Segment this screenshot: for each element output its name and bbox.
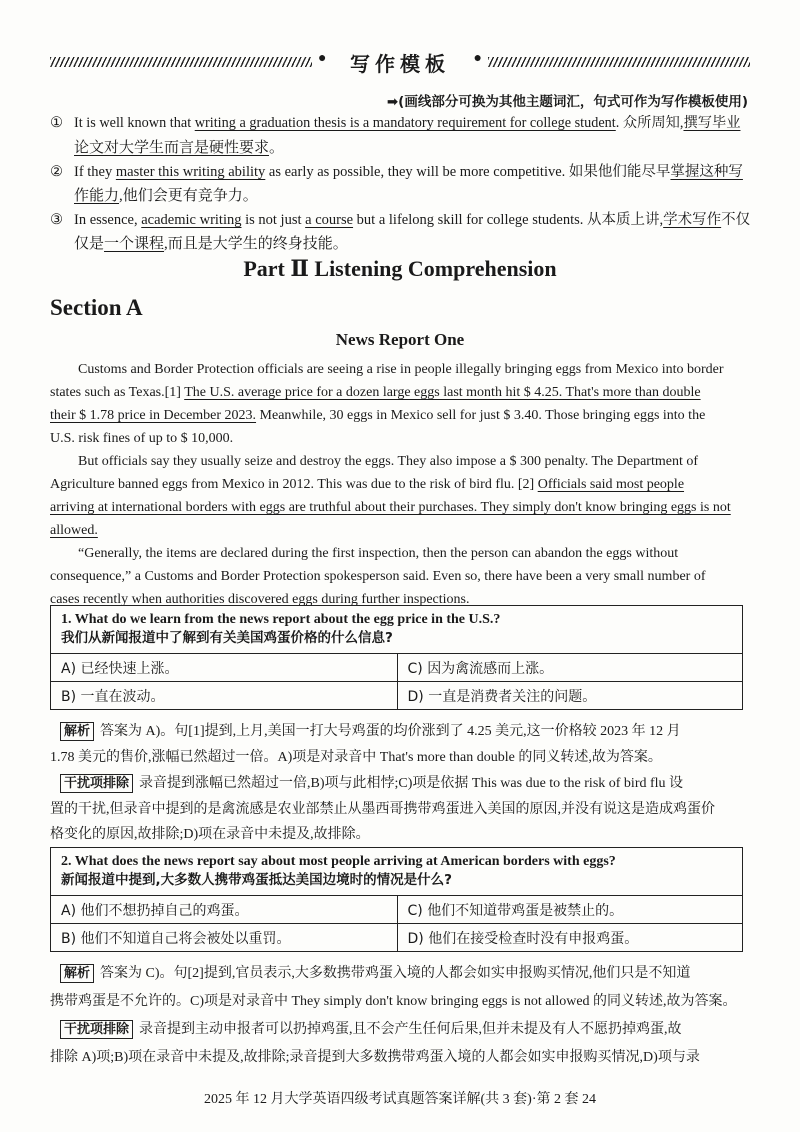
option-b: B) 一直在波动。 [61, 689, 165, 705]
news-title: News Report One [335, 330, 465, 349]
distractor-tag: 干扰项排除 [60, 774, 133, 793]
template-3-line-2: 仅是一个课程,而且是大学生的终身技能。 [74, 236, 348, 252]
q1-analysis-line: 1.78 美元的售价,涨幅已然超过一倍。A)项是对录音中 That's more than double 的同义转述,故为答案。 [50, 750, 662, 765]
template-note: ➡(画线部分可换为其他主题词汇，句式可作为写作模板使用) [386, 94, 748, 110]
passage-line: U.S. risk fines of up to $ 10,000. [50, 431, 234, 446]
option-c: C) 他们不知道带鸡蛋是被禁止的。 [397, 896, 743, 923]
distractor-tag: 干扰项排除 [60, 1020, 133, 1039]
analysis-tag: 解析 [60, 964, 94, 983]
question-2-header [51, 848, 742, 896]
passage-line: cases recently when authorities discovered eggs during further inspections. [50, 592, 470, 607]
question-1-zh: 我们从新闻报道中了解到有关美国鸡蛋价格的什么信息? [61, 630, 393, 646]
q2-analysis-line: 解析 答案为 C)。句[2]提到,官员表示,大多数携带鸡蛋入境的人都会如实申报购买情况,他们只是不知道 [60, 962, 750, 983]
option-b: B) 他们不知道自己将会被处以重罚。 [61, 931, 291, 947]
question-2-row [51, 923, 742, 951]
writing-template-banner [50, 48, 750, 76]
question-2-zh: 新闻报道中提到,大多数人携带鸡蛋抵达美国边境时的情况是什么? [61, 872, 452, 888]
question-1-box [50, 605, 743, 710]
question-1-en: 1. What do we learn from the news report about the egg price in the U.S.? [61, 612, 501, 627]
banner-title: 写作模板 [350, 52, 450, 76]
question-1-row [51, 654, 742, 681]
q2-analysis-line: 携带鸡蛋是不允许的。C)项是对录音中 They simply don't know bringing eggs is not allowed 的同义转述,故为答案。 [50, 994, 737, 1009]
template-2-line-1: ② If they master this writing ability as early as possible, they will be more competitive. 如果他们能尽早掌握这种写 [50, 164, 743, 180]
template-3-line-1: ③ In essence, academic writing is not just a course but a lifelong skill for college students. 从本质上讲,学术写作不仅 [50, 212, 751, 228]
question-2-en: 2. What does the news report say about most people arriving at American borders with eggs? [61, 854, 616, 869]
q1-distractor-line: 干扰项排除 录音提到涨幅已然超过一倍,B)项与此相悖;C)项是依据 This was due to the risk of bird flu 设 [60, 772, 750, 793]
template-1-line-2: 论文对大学生而言是硬性要求。 [74, 140, 285, 156]
option-c: C) 因为禽流感而上涨。 [397, 654, 743, 681]
passage-line: states such as Texas.[1] The U.S. average price for a dozen large eggs last month hit $ 4.25. That's more than double [50, 385, 701, 400]
q1-analysis-line: 解析 答案为 A)。句[1]提到,上月,美国一打大号鸡蛋的均价涨到了 4.25 美元,这一价格较 2023 年 12 月 [60, 720, 750, 741]
section-title: Section A [50, 295, 143, 320]
page-footer: 2025 年 12 月大学英语四级考试真题答案详解(共 3 套)·第 2 套 24 [204, 1092, 596, 1107]
passage-line: “Generally, the items are declared during the first inspection, then the person can abandon the eggs without [78, 546, 679, 561]
option-d: D) 他们在接受检查时没有申报鸡蛋。 [397, 924, 743, 951]
passage-line: Customs and Border Protection officials are seeing a rise in people illegally bringing eggs from Mexico into border [78, 362, 724, 377]
banner-bullet-left: ● [318, 51, 327, 66]
passage-line: consequence,” a Customs and Border Protection spokesperson said. Even so, there have been a very small number of [50, 569, 706, 584]
q2-distractor-line: 排除 A)项;B)项在录音中未提及,故排除;录音提到大多数携带鸡蛋入境的人都会如实申报购买情况,D)项与录 [50, 1050, 700, 1065]
option-a: A) 已经快速上涨。 [61, 661, 179, 677]
q2-distractor-line: 干扰项排除 录音提到主动申报者可以扔掉鸡蛋,且不会产生任何后果,但并未提及有人不愿扔掉鸡蛋,故 [60, 1018, 750, 1039]
option-a: A) 他们不想扔掉自己的鸡蛋。 [61, 903, 249, 919]
question-1-row [51, 681, 742, 709]
passage-line: Agriculture banned eggs from Mexico in 2012. This was due to the risk of bird flu. [2] Officials said most people [50, 477, 685, 492]
banner-bullet-right: ● [473, 51, 482, 66]
question-1-header [51, 606, 742, 654]
question-2-box [50, 847, 743, 952]
passage-line: But officials say they usually seize and destroy the eggs. They also impose a $ 300 penalty. The Department of [78, 454, 698, 469]
question-2-row [51, 896, 742, 923]
template-1-line-1: ① It is well known that writing a graduation thesis is a mandatory requirement for college student. 众所周知,撰写毕业 [50, 115, 741, 131]
q1-distractor-line: 格变化的原因,故排除;D)项在录音中未提及,故排除。 [50, 827, 370, 842]
template-2-line-2: 作能力,他们会更有竞争力。 [74, 188, 258, 204]
passage-line: allowed. [50, 523, 98, 538]
q1-distractor-line: 置的干扰,但录音中提到的是禽流感是农业部禁止从墨西哥携带鸡蛋进入美国的原因,并没有说这是造成鸡蛋价 [50, 802, 715, 817]
part-title: Part Ⅱ Listening Comprehension [243, 256, 557, 281]
passage-line: their $ 1.78 price in December 2023. Meanwhile, 30 eggs in Mexico sell for just $ 3.40. Those bringing eggs into the [50, 408, 706, 423]
analysis-tag: 解析 [60, 722, 94, 741]
option-d: D) 一直是消费者关注的问题。 [397, 682, 743, 709]
passage-line: arriving at international borders with eggs are truthful about their purchases. They simply don't know bringing eggs is not [50, 500, 731, 515]
banner-hatch-right [488, 57, 750, 67]
